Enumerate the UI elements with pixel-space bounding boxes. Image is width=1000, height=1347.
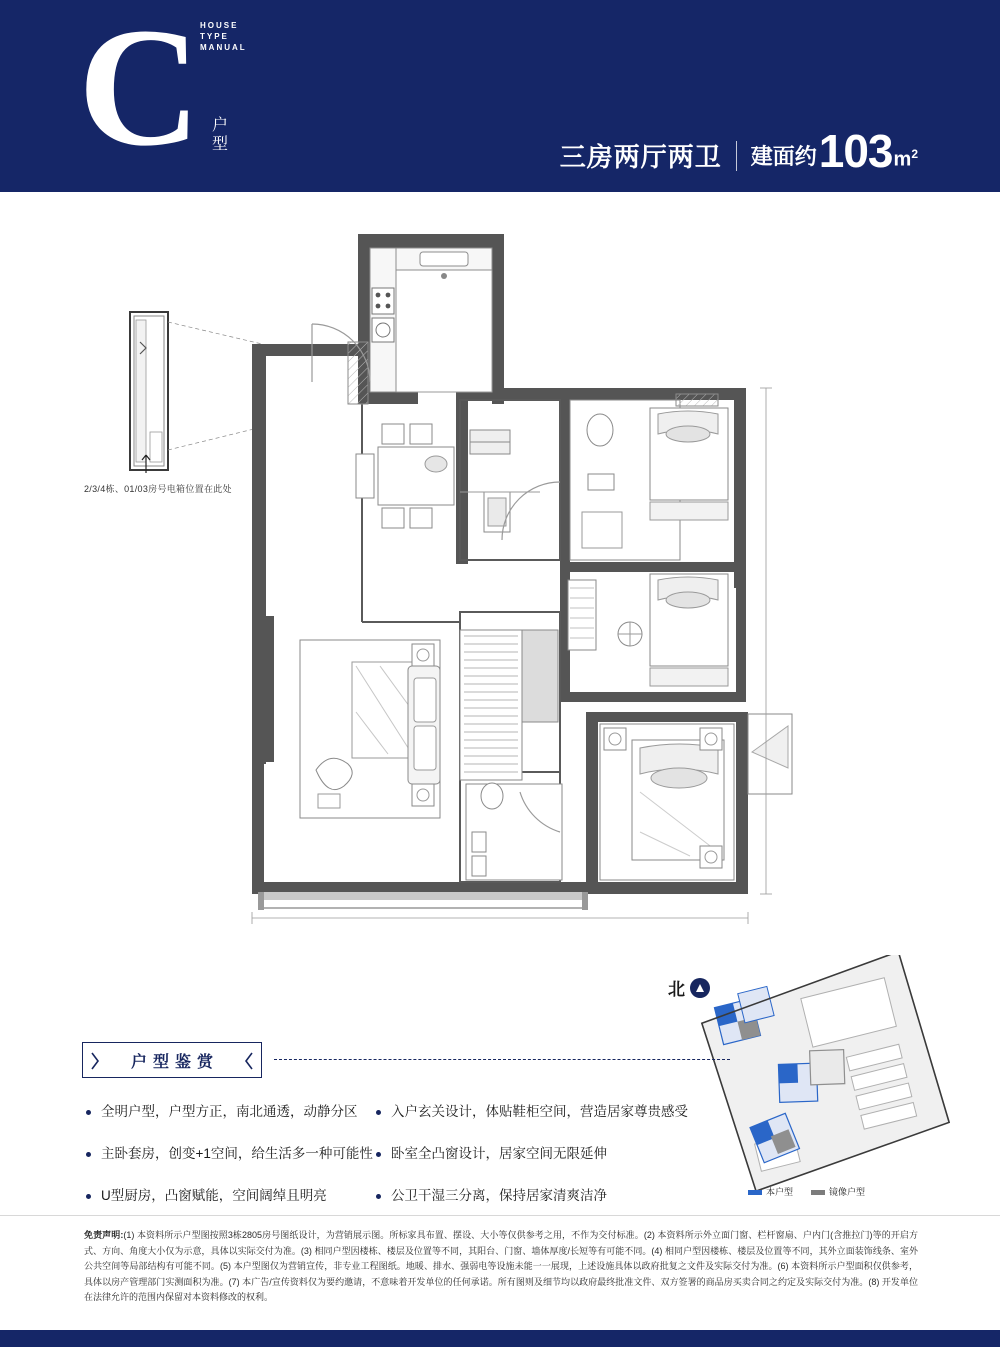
header-en-line-2: TYPE [200, 32, 229, 41]
site-map [700, 955, 950, 1195]
header-en-line-3: MANUAL [200, 43, 247, 52]
feature-text: 全明户型，户型方正，南北通透，动静分区 [101, 1104, 358, 1119]
legend-item-own [748, 1185, 793, 1198]
disclaimer [84, 1228, 918, 1306]
chevron-left-icon [244, 1052, 253, 1070]
page-header [0, 0, 1000, 192]
bullet-dot-icon [376, 1194, 381, 1199]
bullet-dot-icon [376, 1152, 381, 1157]
bullet-dot-icon [86, 1194, 91, 1199]
disclaimer-divider [0, 1215, 1000, 1216]
header-en-line-1: HOUSE [200, 21, 239, 30]
master-bathroom [466, 783, 562, 880]
legend-label-own: 本户型 [766, 1187, 794, 1197]
tv-wall [460, 630, 558, 780]
feature-item [376, 1188, 706, 1204]
header-area-unit-sup: 2 [911, 147, 918, 162]
chevron-right-icon [91, 1052, 100, 1070]
header-area-unit-letter: m [893, 149, 912, 171]
entry-area [460, 430, 560, 540]
electrical-box-note: 2/3/4栋、01/03房号电箱位置在此处 [84, 484, 232, 494]
master-bedroom [600, 714, 792, 880]
legend-item-mirror [811, 1185, 865, 1198]
feature-item [86, 1104, 376, 1120]
header-room-count: 三房两厅两卫 [559, 142, 722, 172]
disclaimer-title: 免责声明: [84, 1230, 124, 1240]
site-map-legend [748, 1185, 865, 1198]
appraise-section-header [82, 1042, 662, 1078]
header-cn-vertical: 户型 [212, 117, 229, 153]
header-en-label [200, 20, 247, 53]
living-room [300, 640, 440, 818]
feature-text: U型厨房，凸窗赋能，空间阔绰且明亮 [101, 1188, 327, 1203]
bedroom-3 [568, 574, 728, 686]
footer-bar [0, 1330, 1000, 1347]
feature-text: 入户玄关设计，体贴鞋柜空间，营造居家尊贵感受 [391, 1104, 688, 1119]
appraise-dashed-rule [274, 1059, 730, 1060]
feature-item [376, 1146, 706, 1162]
electrical-box-callout [130, 312, 262, 473]
header-letter: C [78, 0, 197, 181]
feature-text: 公卫干湿三分离，保持居家清爽洁净 [391, 1188, 607, 1203]
feature-text: 卧室全凸窗设计，居家空间无限延伸 [391, 1146, 607, 1161]
header-area-number: 103 [818, 125, 893, 177]
feature-text: 主卧套房，创变+1空间，给生活多一种可能性 [101, 1146, 373, 1161]
dining-area [356, 424, 454, 528]
feature-item [86, 1146, 376, 1162]
appraise-badge [82, 1042, 262, 1078]
legend-label-mirror: 镜像户型 [829, 1187, 866, 1197]
feature-item [376, 1104, 706, 1120]
feature-list [86, 1104, 706, 1204]
header-area-unit [894, 140, 918, 174]
compass-label: 北 [668, 980, 685, 999]
header-divider [736, 141, 737, 171]
kitchen-area [312, 248, 492, 404]
bullet-dot-icon [376, 1110, 381, 1115]
feature-item [86, 1188, 376, 1204]
disclaimer-text: (1) 本资料所示户型图按照3栋2805房号图纸设计，为营销展示图。所标家具布置、摆设、大小等仅供参考之用，不作为交付标准。(2) 本资料所示外立面门窗、栏杆窗扇、户内门(含推拉门)等的开启方式、方向、角度大小仅为示意，具体以实际交付为准。(3) 相同户型因楼栋、楼层及位置等不同，其阳台、门窗、墙体厚度/长短等有可能不同。(4) 相同户型因楼栋、楼层及位置等不同，其外立面装饰线条、室外公共空间等局部结构有可能不同。(5) 本户型图仅为营销宣传，非专业工程图纸。地暖、排水、强弱电等设施未能一一展现，上述设施具体以政府批复之文件及实际交付为准。(6) 本资料所示户型面积仅供参考，具体以房产管理部门实测面积为准。(7) 本广告/宣传资料仅为要约邀请，不意味着开发单位的任何承诺。所有图则及细节均以政府最终批准文件、双方签署的商品房买卖合同之约定及实际交付为准。(8) 开发单位在法律允许的范围内保留对本资料修改的权利。 [84, 1230, 918, 1302]
floor-plan-drawing [0, 192, 1000, 992]
appraise-title: 户型鉴赏 [130, 1053, 219, 1071]
bullet-dot-icon [86, 1110, 91, 1115]
header-area-label: 建面约 [750, 144, 817, 169]
bullet-dot-icon [86, 1152, 91, 1157]
header-spec [559, 125, 918, 177]
floor-plan [0, 192, 1000, 992]
